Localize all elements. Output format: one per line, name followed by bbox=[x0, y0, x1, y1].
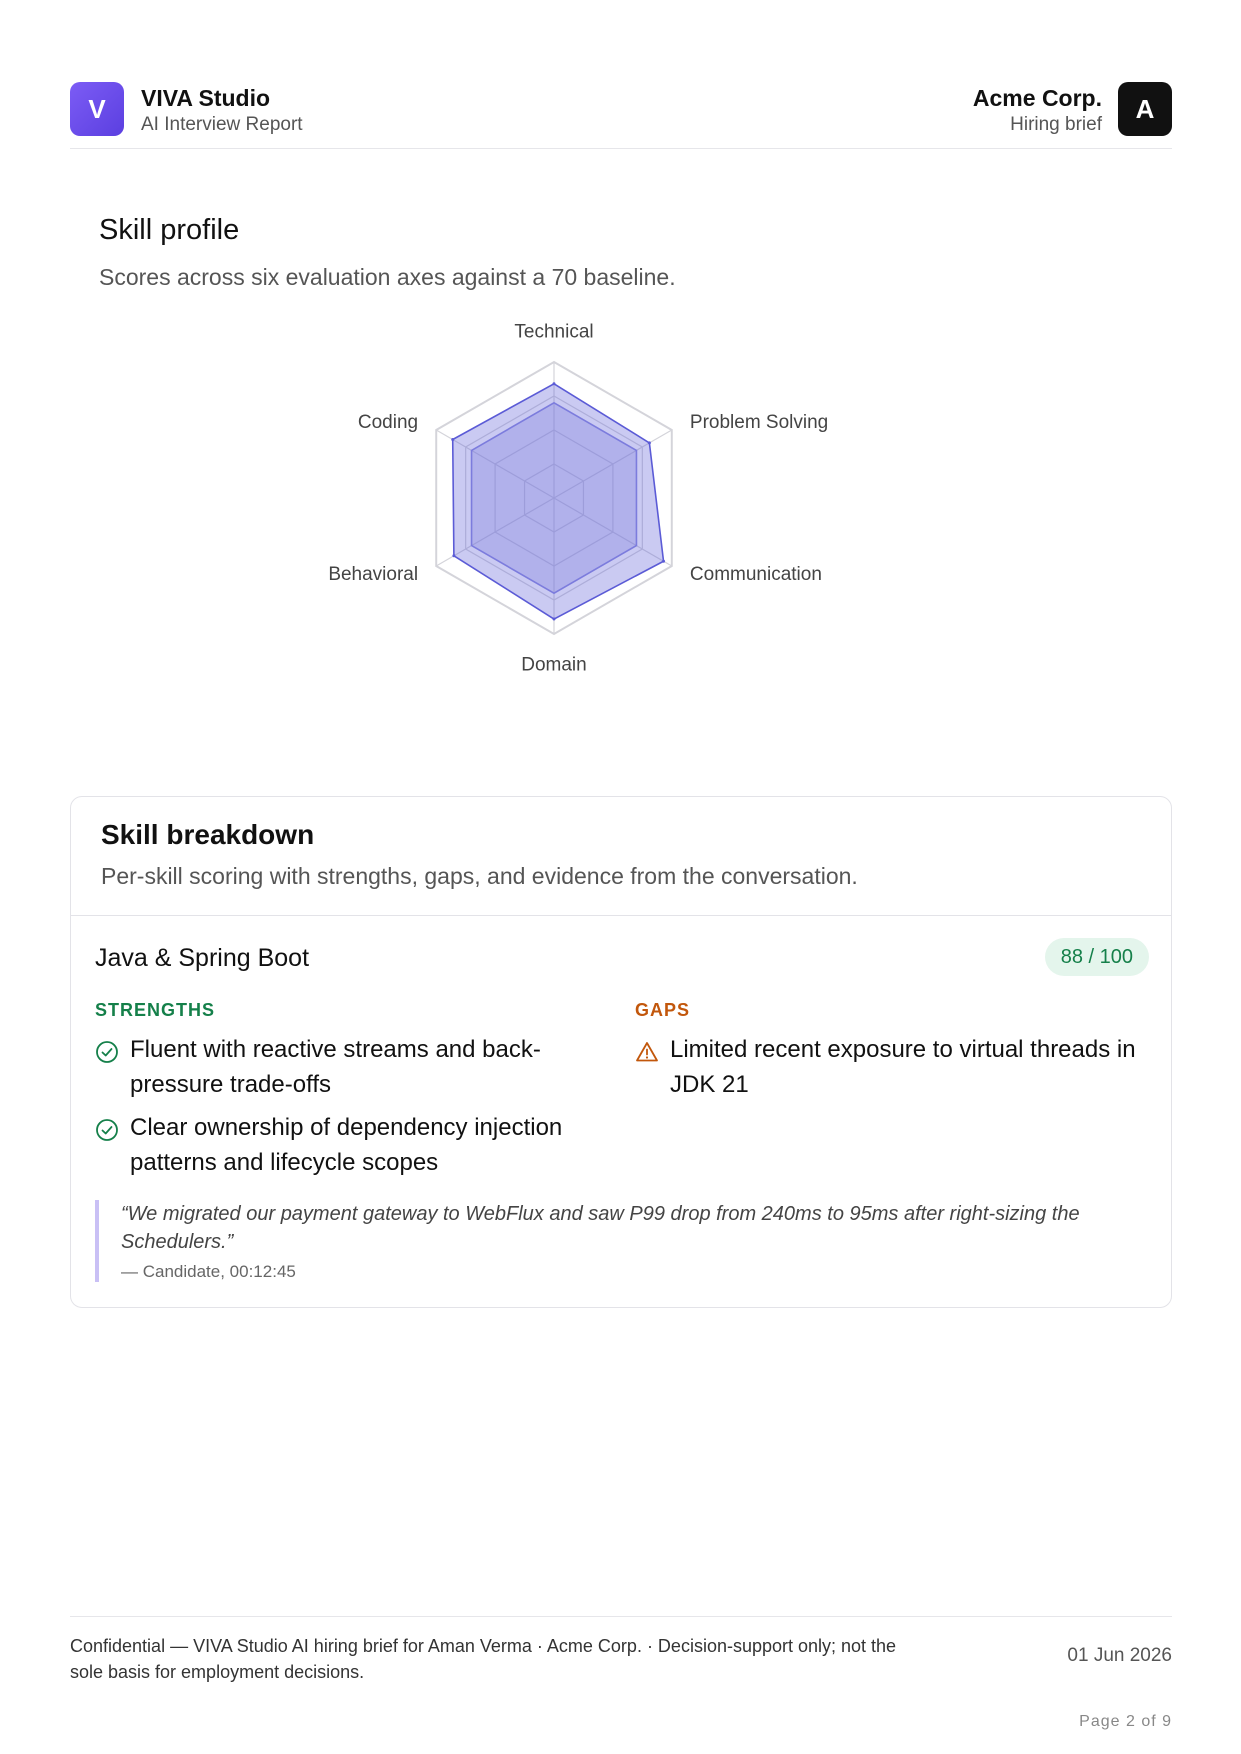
page-number: Page 2 of 9 bbox=[1079, 1713, 1172, 1730]
radar-axis-label: Coding bbox=[357, 411, 419, 433]
skill-profile-title: Skill profile bbox=[99, 214, 240, 246]
check-circle-icon bbox=[95, 1040, 119, 1064]
score-badge: 88 / 100 bbox=[1045, 938, 1149, 976]
check-circle-icon bbox=[95, 1118, 119, 1142]
radar-data-point bbox=[662, 560, 665, 563]
gap-text: Limited recent exposure to virtual threads in JDK 21 bbox=[670, 1036, 1136, 1098]
page-footer bbox=[70, 1616, 1172, 1730]
skill-card bbox=[70, 916, 1172, 1308]
brand-subtitle: AI Interview Report bbox=[141, 114, 303, 135]
skill-name: Java & Spring Boot bbox=[95, 944, 310, 972]
strength-text: Fluent with reactive streams and back-pressure trade-offs bbox=[130, 1036, 541, 1098]
radar-series-area bbox=[453, 384, 664, 619]
radar-axis-label: Domain bbox=[521, 654, 587, 676]
quote-text: “We migrated our payment gateway to WebFlux and saw P99 drop from 240ms to 95ms after right-sizing the Schedulers.” bbox=[121, 1203, 1080, 1253]
radar-axis-label: Problem Solving bbox=[689, 411, 829, 433]
skill-breakdown-title: Skill breakdown bbox=[101, 819, 315, 850]
strengths-label: STRENGTHS bbox=[95, 1000, 216, 1020]
skill-profile-subtitle: Scores across six evaluation axes against a 70 baseline. bbox=[99, 264, 676, 290]
client-subtitle: Hiring brief bbox=[1010, 114, 1102, 135]
evidence-quote bbox=[95, 1200, 1161, 1282]
radar-data-point bbox=[451, 438, 454, 441]
gap-item bbox=[635, 1032, 1155, 1102]
skill-radar-chart bbox=[328, 321, 870, 750]
radar-axis-label: Communication bbox=[689, 564, 822, 586]
strength-text: Clear ownership of dependency injection patterns and lifecycle scopes bbox=[130, 1114, 563, 1176]
gaps-label: GAPS bbox=[635, 1000, 691, 1020]
radar-data-point bbox=[553, 382, 556, 385]
strength-item bbox=[95, 1032, 575, 1102]
brand-name: VIVA Studio bbox=[141, 85, 271, 111]
strength-item bbox=[95, 1110, 575, 1180]
client-name: Acme Corp. bbox=[972, 85, 1102, 111]
warning-icon bbox=[635, 1040, 659, 1064]
skill-breakdown-subtitle: Per-skill scoring with strengths, gaps, and evidence from the conversation. bbox=[101, 863, 858, 889]
brand-logo: V bbox=[70, 82, 124, 136]
radar-axis-label: Technical bbox=[514, 321, 594, 343]
footer-date: 01 Jun 2026 bbox=[1067, 1645, 1172, 1666]
radar-data-point bbox=[452, 554, 455, 557]
client-logo: A bbox=[1118, 82, 1172, 136]
quote-citation: — Candidate, 00:12:45 bbox=[121, 1262, 296, 1281]
radar-axis-label: Behavioral bbox=[328, 564, 419, 586]
report-header bbox=[70, 82, 1172, 149]
skill-breakdown-header bbox=[70, 796, 1172, 916]
radar-data-point bbox=[553, 618, 556, 621]
footer-disclaimer: Confidential — VIVA Studio AI hiring brief for Aman Verma · Acme Corp. · Decision-support only; not the sole basis for employment decisions. bbox=[70, 1636, 897, 1682]
radar-data-point bbox=[648, 441, 651, 444]
